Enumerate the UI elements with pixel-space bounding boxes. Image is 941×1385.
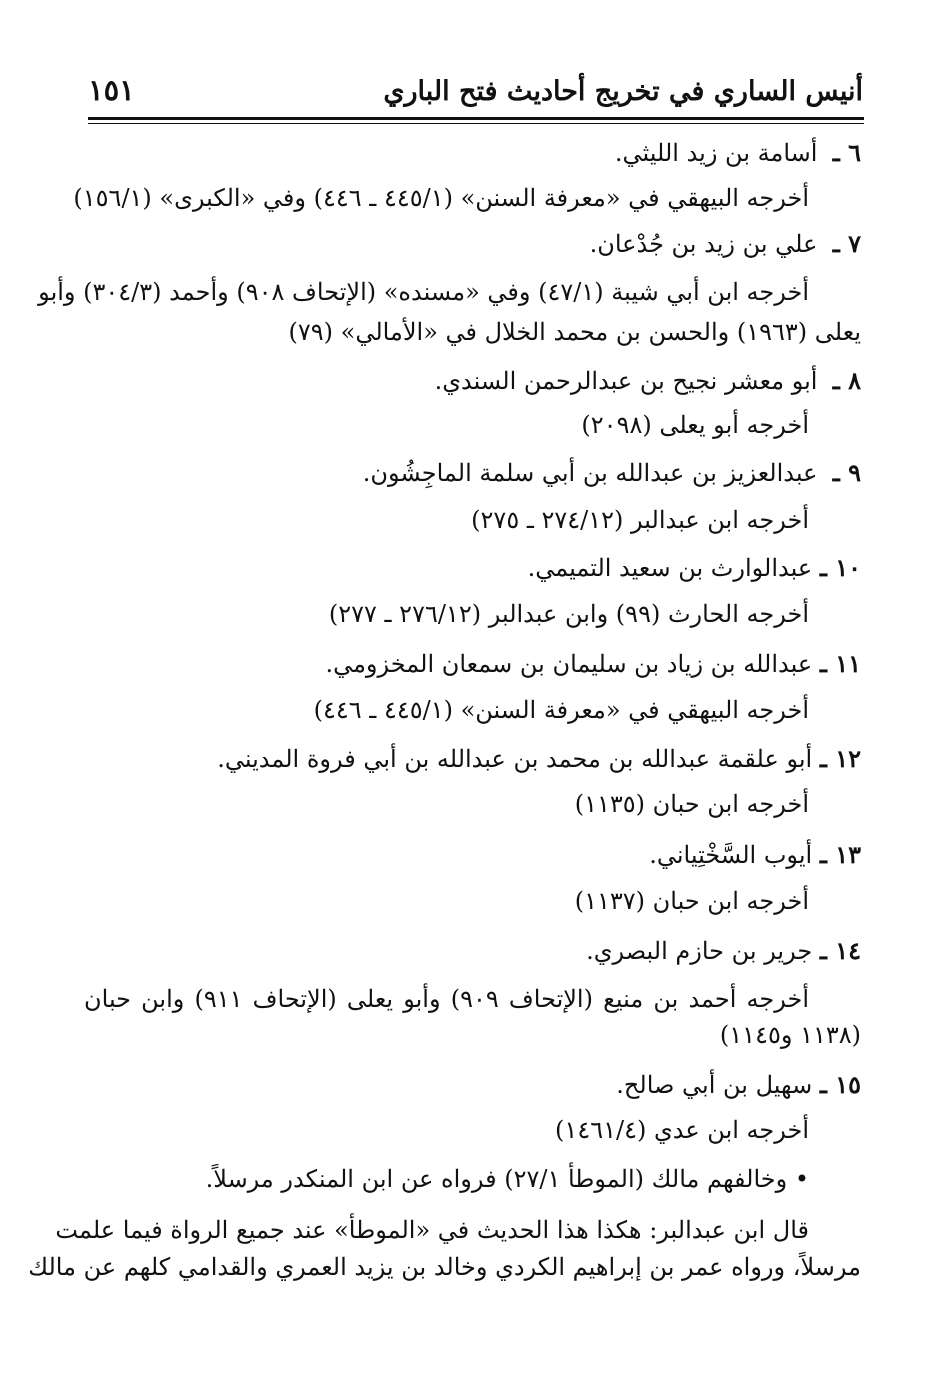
entry-number: ٧ ـ — [832, 229, 861, 258]
narrator-name: جرير بن حازم البصري. — [586, 937, 813, 965]
narrator-name: أسامة بن زيد الليثي. — [614, 139, 818, 167]
entry-heading — [649, 838, 861, 872]
running-header-title: أنيس الساري في تخريج أحاديث فتح الباري — [383, 76, 863, 107]
takhrij-text: أخرجه البيهقي في «معرفة السنن» (٤٤٥/١ ـ ٤٤٦) — [313, 696, 809, 724]
takhrij-text: أخرجه ابن عبدالبر (٢٧٤/١٢ ـ ٢٧٥) — [471, 506, 809, 534]
entry-number: ١٤ ـ — [819, 936, 861, 965]
takhrij-text: أخرجه ابن حبان (١١٣٥) — [574, 790, 809, 818]
closing-paragraph-line: مرسلاً، ورواه عمر بن إبراهيم الكردي وخالد بن يزيد العمري والقدامي كلهم عن مالك — [28, 1253, 861, 1281]
takhrij-text: أخرجه البيهقي في «معرفة السنن» (٤٤٥/١ ـ ٤٤٦) وفي «الكبرى» (١٥٦/١) — [73, 184, 809, 212]
entry-number: ٨ ـ — [832, 366, 861, 395]
narrator-name: علي بن زيد بن جُدْعان. — [589, 230, 818, 258]
entry-heading — [363, 456, 861, 490]
header-rule-thick — [88, 117, 864, 120]
entry-number: ١٥ ـ — [819, 1070, 861, 1099]
entry-number: ١٢ ـ — [819, 744, 861, 773]
takhrij-text: أخرجه ابن عدي (١٤٦١/٤) — [555, 1116, 809, 1144]
narrator-name: عبدالوارث بن سعيد التميمي. — [527, 554, 813, 582]
header-rule-thin — [88, 123, 864, 124]
closing-paragraph-line: قال ابن عبدالبر: هكذا هذا الحديث في «الموطأ» عند جميع الرواة فيما علمت — [55, 1216, 809, 1244]
entry-number: ٩ ـ — [832, 458, 861, 487]
takhrij-text: أخرجه ابن أبي شيبة (٤٧/١) وفي «مسنده» (الإتحاف ٩٠٨) وأحمد (٣٠٤/٣) وأبو — [38, 278, 809, 306]
bullet-note: • وخالفهم مالك (الموطأ ٢٧/١) فرواه عن ابن المنكدر مرسلاً. — [205, 1165, 809, 1193]
narrator-name: أيوب السَّخْتِياني. — [649, 841, 813, 869]
takhrij-text: أخرجه أبو يعلى (٢٠٩٨) — [581, 411, 809, 439]
entry-heading — [528, 551, 861, 585]
narrator-name: عبدالعزيز بن عبدالله بن أبي سلمة الماجِشُون. — [362, 459, 818, 487]
entry-heading — [616, 1068, 861, 1102]
entry-heading — [325, 647, 861, 681]
entry-number: ١٣ ـ — [819, 840, 861, 869]
entry-number: ١٠ ـ — [819, 553, 861, 582]
narrator-name: سهيل بن أبي صالح. — [616, 1071, 813, 1099]
entry-number: ١١ ـ — [819, 649, 861, 678]
narrator-name: أبو معشر نجيح بن عبدالرحمن السندي. — [434, 367, 818, 395]
entry-heading — [590, 227, 861, 261]
entry-heading — [217, 742, 861, 776]
page-number: ١٥١ — [88, 73, 135, 107]
narrator-name: عبدالله بن زياد بن سليمان بن سمعان المخزومي. — [325, 650, 813, 678]
takhrij-text: أخرجه أحمد بن منيع (الإتحاف ٩٠٩) وأبو يعلى (الإتحاف ٩١١) وابن حبان — [84, 985, 810, 1013]
narrator-name: أبو علقمة عبدالله بن محمد بن عبدالله بن أبي فروة المديني. — [217, 745, 813, 773]
takhrij-text-continued: يعلى (١٩٦٣) والحسن بن محمد الخلال في «الأمالي» (٧٩) — [288, 318, 861, 346]
takhrij-text-continued: (١١٣٨ و١١٤٥) — [719, 1021, 861, 1049]
entry-heading — [586, 934, 861, 968]
entry-number: ٦ ـ — [832, 138, 861, 167]
entry-heading — [615, 136, 861, 170]
takhrij-text: أخرجه ابن حبان (١١٣٧) — [574, 887, 809, 915]
entry-heading — [435, 364, 861, 398]
takhrij-text: أخرجه الحارث (٩٩) وابن عبدالبر (٢٧٦/١٢ ـ ٢٧٧) — [328, 600, 809, 628]
